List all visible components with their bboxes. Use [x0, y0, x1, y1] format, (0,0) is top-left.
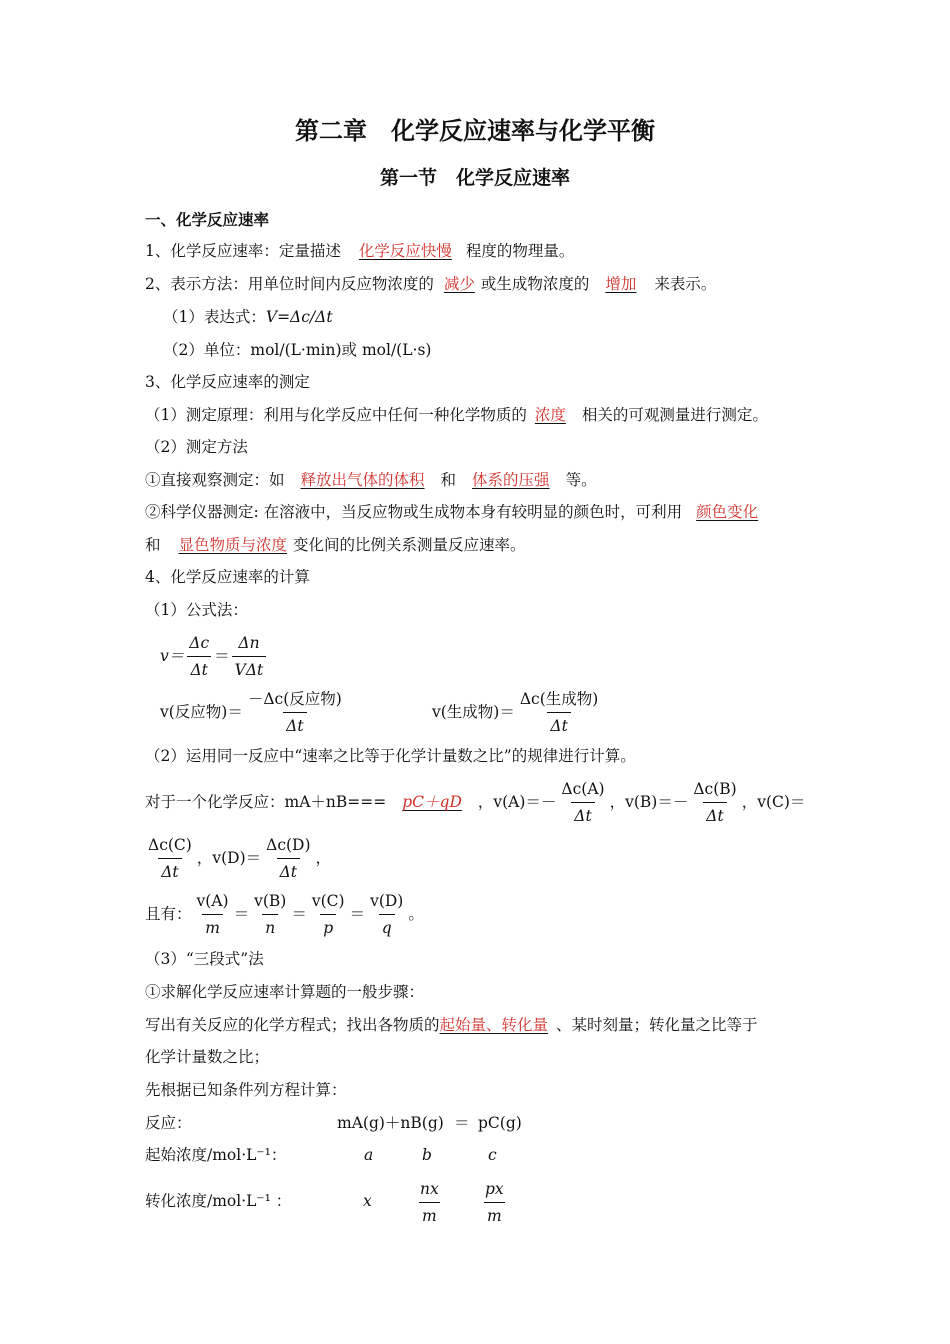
- table-row-initial-label: 起始浓度/mol·L⁻¹：: [145, 1146, 287, 1164]
- table-cell-initial-c: c: [488, 1146, 497, 1164]
- para-4: 4、化学反应速率的计算: [145, 568, 310, 586]
- answer-blank: 起始量、转化量: [439, 1016, 549, 1034]
- para-4a: （1）公式法：: [145, 601, 248, 619]
- para-2b: （2）单位：mol/(L·min)或 mol/(L·s): [163, 341, 432, 359]
- para-3d: ②科学仪器测定: 在溶液中，当反应物或生成物本身有较明显的颜色时，可利用 颜色变化: [145, 503, 759, 521]
- para-4c: （3）“三段式”法: [145, 950, 264, 968]
- para-3: 3、化学反应速率的测定: [145, 373, 310, 391]
- para-1: 1、化学反应速率：定量描述 化学反应快慢 程度的物理量。: [145, 242, 575, 260]
- answer-blank: 释放出气体的体积: [300, 471, 425, 489]
- table-row-reaction-arrow: ＝: [454, 1114, 470, 1132]
- answer-blank: 增加: [605, 275, 637, 293]
- para-3c: ①直接观察测定：如 释放出气体的体积 和 体系的压强 等。: [145, 471, 597, 489]
- section-title: 第一节 化学反应速率: [379, 167, 570, 189]
- answer-blank: 减少: [443, 275, 475, 293]
- para-4g: 先根据已知条件列方程计算：: [145, 1081, 347, 1099]
- para-4d: ①求解化学反应速率计算题的一般步骤：: [145, 983, 425, 1001]
- para-3e: 和 显色物质与浓度 变化间的比例关系测量反应速率。: [145, 536, 526, 554]
- chapter-title: 第二章 化学反应速率与化学平衡: [295, 116, 655, 145]
- table-row-converted-label: 转化浓度/mol·L⁻¹ ：: [145, 1192, 292, 1210]
- para-4f: 化学计量数之比；: [145, 1048, 270, 1066]
- table-cell-converted-c: $\frac{px}{m}$: [485, 1180, 504, 1225]
- para-3b: （2）测定方法: [145, 438, 248, 456]
- para-4b: （2）运用同一反应中“速率之比等于化学计量数之比”的规律进行计算。: [145, 747, 636, 765]
- table-cell-initial-b: b: [422, 1146, 432, 1164]
- para-3a: （1）测定原理：利用与化学反应中任何一种化学物质的 浓度 相关的可观测量进行测定。: [145, 406, 768, 424]
- answer-blank: 浓度: [534, 406, 566, 424]
- table-cell-converted-b: $\frac{nx}{m}$: [420, 1180, 439, 1225]
- answer-blank: 化学反应快慢: [358, 242, 452, 260]
- para-2: 2、表示方法：用单位时间内反应物浓度的 减少 或生成物浓度的 增加 来表示。: [145, 275, 717, 293]
- formula-reactant-rate: v(反应物)＝ $\frac{\text{－Δc(反应物)}}{\Delta t}$: [160, 690, 342, 735]
- table-row-reaction-rhs: pC(g): [478, 1114, 522, 1132]
- formula-product-rate: v(生成物)＝ $\frac{\text{Δc(生成物)}}{\Delta t}$: [432, 690, 599, 735]
- answer-blank: 颜色变化: [696, 503, 759, 521]
- para-2a: （1）表达式：V=Δc/Δt: [163, 308, 333, 326]
- table-row-reaction-lhs: mA(g)＋nB(g): [337, 1114, 444, 1132]
- formula-rates-cd: $\frac{\Delta c(C)}{\Delta t}$ ，v(D)＝ $\frac{\Delta c(D)}{\Delta t}$ ，: [148, 836, 332, 881]
- answer-blank: pC＋qD: [402, 792, 462, 811]
- formula-rate-ratio: 且有： $\frac{v(A)}{m}$ ＝ $\frac{v(B)}{n}$ ＝ $\frac{v(C)}{p}$ ＝ $\frac{v(D)}{q}$ 。: [145, 892, 424, 937]
- answer-blank: 体系的压强: [472, 471, 550, 489]
- para-4e: 写出有关反应的化学方程式；找出各物质的起始量、转化量 、某时刻量；转化量之比等于: [145, 1016, 758, 1034]
- table-cell-converted-x: x: [363, 1192, 372, 1210]
- table-cell-initial-a: a: [364, 1146, 374, 1164]
- table-row-reaction-label: 反应：: [145, 1114, 192, 1132]
- formula-general-reaction: 对于一个化学反应：mA＋nB=== pC＋qD ，v(A)＝－ $\frac{\Delta c(A)}{\Delta t}$ ，v(B)＝－ $\frac{\Delta c(B)}{\Delta t}$ ，v(C)＝: [145, 780, 806, 825]
- formula-rate-definition: v＝ $\frac{\Delta c}{\Delta t}$ ＝ $\frac{\Delta n}{\text{VΔt}}$: [160, 634, 268, 679]
- heading-1: 一、化学反应速率: [145, 210, 270, 229]
- answer-blank: 显色物质与浓度: [178, 536, 288, 554]
